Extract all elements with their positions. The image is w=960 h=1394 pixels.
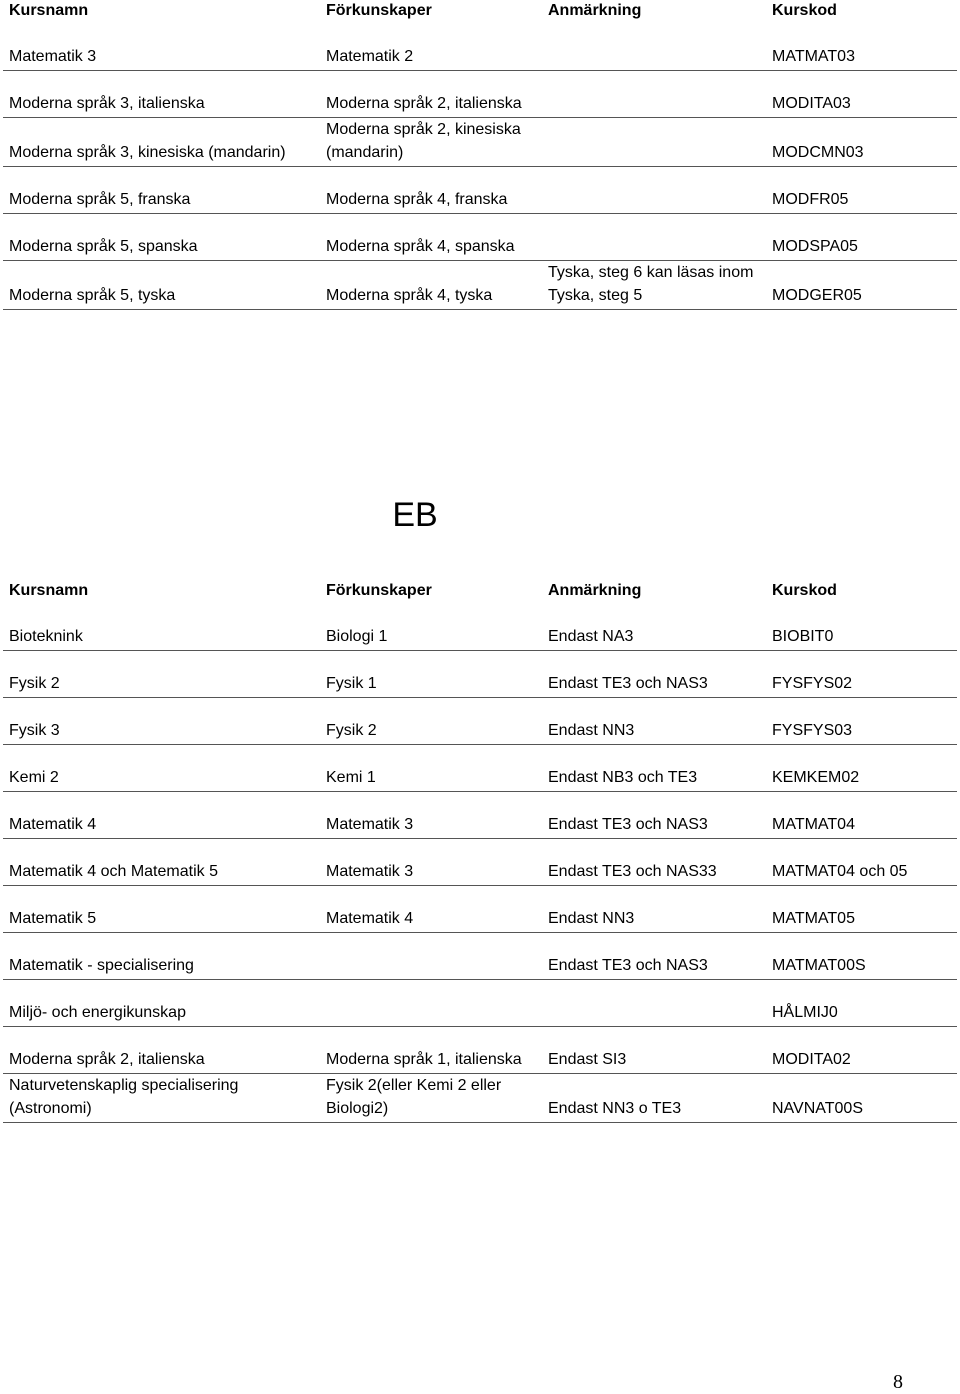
course-name: Fysik 2 [3, 651, 320, 698]
course-code: MODFR05 [766, 167, 957, 214]
course-code: MATMAT04 och 05 [766, 839, 957, 886]
course-code: MODCMN03 [766, 118, 957, 167]
course-prerequisite: Fysik 1 [320, 651, 542, 698]
course-note: Tyska, steg 6 kan läsas inom Tyska, steg 5 [542, 261, 766, 310]
table-row [3, 839, 957, 886]
header-forkunskaper: Förkunskaper [326, 582, 432, 599]
course-prerequisite: Fysik 2(eller Kemi 2 eller Biologi2) [320, 1074, 542, 1123]
course-name: Bioteknink [3, 604, 320, 651]
course-code: MODITA03 [766, 71, 957, 118]
course-code: MODITA02 [766, 1027, 957, 1074]
course-note: Endast TE3 och NAS3 [542, 933, 766, 980]
course-prerequisite: Moderna språk 4, tyska [320, 261, 542, 310]
section-title: EB [392, 496, 438, 534]
table-row [3, 1074, 957, 1123]
course-note [542, 980, 766, 1027]
course-prerequisite: Moderna språk 1, italienska [320, 1027, 542, 1074]
table-row [3, 886, 957, 933]
course-name: Matematik 4 [3, 792, 320, 839]
course-note: Endast NA3 [542, 604, 766, 651]
table-row [3, 980, 957, 1027]
course-prerequisite: Fysik 2 [320, 698, 542, 745]
course-code: FYSFYS02 [766, 651, 957, 698]
course-prerequisite: Moderna språk 4, spanska [320, 214, 542, 261]
course-note: Endast TE3 och NAS3 [542, 651, 766, 698]
course-code: FYSFYS03 [766, 698, 957, 745]
table-row [3, 651, 957, 698]
course-name: Moderna språk 3, kinesiska (mandarin) [3, 118, 320, 167]
course-table-1 [3, 0, 957, 310]
table-row [3, 745, 957, 792]
course-prerequisite: Matematik 3 [320, 792, 542, 839]
course-name: Naturvetenskaplig specialisering (Astronomi) [3, 1074, 320, 1123]
course-note: Endast NN3 [542, 698, 766, 745]
page-number: 8 [893, 1371, 903, 1393]
course-note: Endast NB3 och TE3 [542, 745, 766, 792]
course-note: Endast SI3 [542, 1027, 766, 1074]
course-name: Moderna språk 5, tyska [3, 261, 320, 310]
course-code: BIOBIT0 [766, 604, 957, 651]
course-name: Matematik - specialisering [3, 933, 320, 980]
table-row [3, 792, 957, 839]
course-name: Moderna språk 2, italienska [3, 1027, 320, 1074]
course-note [542, 118, 766, 167]
header-forkunskaper: Förkunskaper [326, 2, 432, 19]
course-code: MODSPA05 [766, 214, 957, 261]
course-table-2 [3, 579, 957, 1123]
course-name: Moderna språk 3, italienska [3, 71, 320, 118]
course-prerequisite: Matematik 2 [320, 24, 542, 71]
course-name: Matematik 3 [3, 24, 320, 71]
course-prerequisite [320, 933, 542, 980]
course-code: MATMAT03 [766, 24, 957, 71]
course-note: Endast TE3 och NAS3 [542, 792, 766, 839]
course-prerequisite: Biologi 1 [320, 604, 542, 651]
course-code: NAVNAT00S [766, 1074, 957, 1123]
course-code: MATMAT04 [766, 792, 957, 839]
course-name: Matematik 5 [3, 886, 320, 933]
course-name: Moderna språk 5, spanska [3, 214, 320, 261]
header-kursnamn: Kursnamn [9, 2, 89, 19]
table-row [3, 604, 957, 651]
header-anmarkning: Anmärkning [548, 2, 642, 19]
table-header-row [3, 0, 957, 24]
table-row [3, 118, 957, 167]
course-prerequisite [320, 980, 542, 1027]
header-anmarkning: Anmärkning [548, 582, 642, 599]
course-prerequisite: Moderna språk 2, kinesiska (mandarin) [320, 118, 542, 167]
course-prerequisite: Kemi 1 [320, 745, 542, 792]
course-note [542, 214, 766, 261]
header-kursnamn: Kursnamn [9, 582, 89, 599]
table-row [3, 698, 957, 745]
course-code: MODGER05 [766, 261, 957, 310]
table-header-row [3, 579, 957, 604]
course-name: Kemi 2 [3, 745, 320, 792]
course-name: Miljö- och energikunskap [3, 980, 320, 1027]
table-row [3, 24, 957, 71]
table-row [3, 1027, 957, 1074]
table-row [3, 167, 957, 214]
header-kurskod: Kurskod [772, 2, 837, 19]
table-row [3, 933, 957, 980]
course-code: HÅLMIJ0 [766, 980, 957, 1027]
course-note [542, 24, 766, 71]
course-prerequisite: Matematik 4 [320, 886, 542, 933]
course-code: KEMKEM02 [766, 745, 957, 792]
header-kurskod: Kurskod [772, 582, 837, 599]
course-note: Endast NN3 o TE3 [542, 1074, 766, 1123]
course-name: Moderna språk 5, franska [3, 167, 320, 214]
course-name: Matematik 4 och Matematik 5 [3, 839, 320, 886]
course-prerequisite: Matematik 3 [320, 839, 542, 886]
table-row [3, 214, 957, 261]
course-name: Fysik 3 [3, 698, 320, 745]
course-code: MATMAT00S [766, 933, 957, 980]
course-note [542, 167, 766, 214]
course-note [542, 71, 766, 118]
course-prerequisite: Moderna språk 2, italienska [320, 71, 542, 118]
course-note: Endast TE3 och NAS33 [542, 839, 766, 886]
course-prerequisite: Moderna språk 4, franska [320, 167, 542, 214]
table-row [3, 71, 957, 118]
course-code: MATMAT05 [766, 886, 957, 933]
table-row [3, 261, 957, 310]
course-note: Endast NN3 [542, 886, 766, 933]
